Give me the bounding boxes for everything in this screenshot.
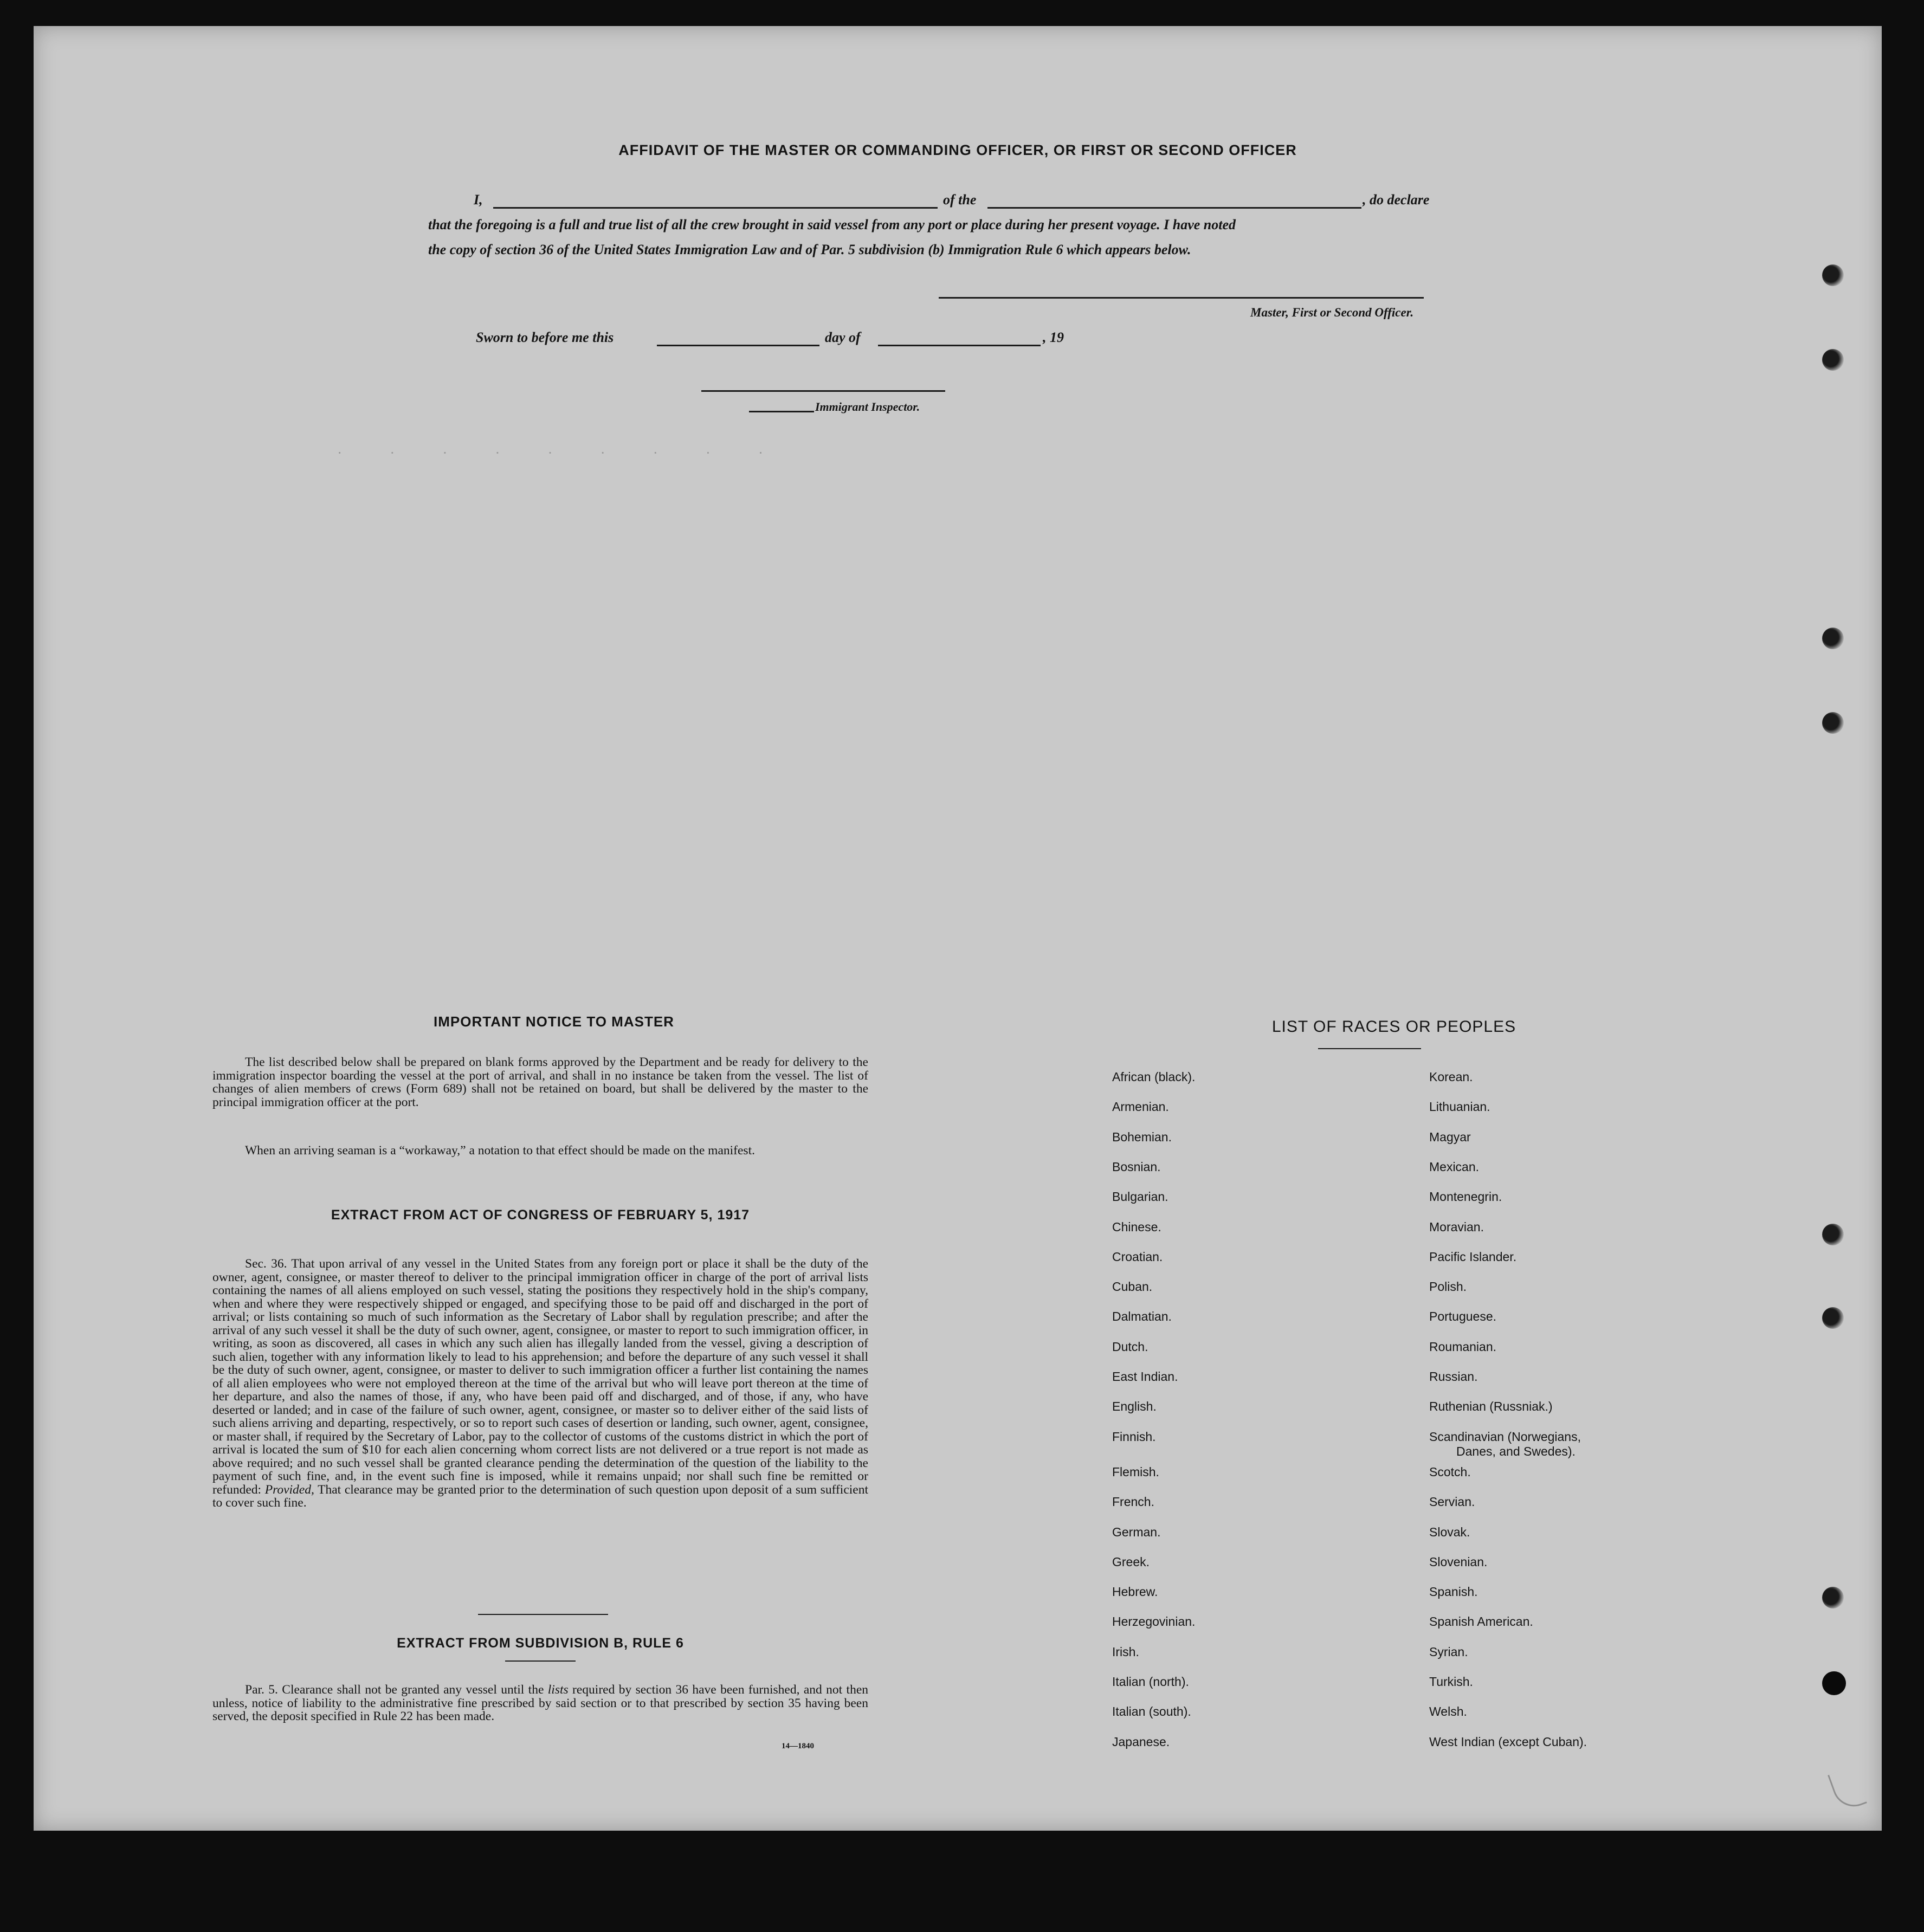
race-item: Hebrew. — [1112, 1585, 1158, 1599]
do-declare-label: , do declare — [1363, 192, 1430, 208]
extract1-heading: EXTRACT FROM ACT OF CONGRESS OF FEBRUARY 5, 1917 — [331, 1207, 750, 1223]
sworn-label: Sworn to before me this — [476, 329, 614, 345]
race-item: Turkish. — [1429, 1675, 1473, 1689]
pencil-mark — [1828, 1766, 1867, 1812]
inspector-signature-line[interactable] — [701, 390, 945, 392]
race-item: East Indian. — [1112, 1369, 1178, 1384]
race-item: Chinese. — [1112, 1219, 1161, 1234]
race-item: Portuguese. — [1429, 1309, 1497, 1324]
notice-paragraph-2 — [212, 1144, 868, 1158]
race-item: Herzegovinian. — [1112, 1614, 1196, 1629]
punch-hole — [1822, 628, 1844, 649]
paragraph-5-lists: lists — [547, 1683, 569, 1697]
notice-heading: IMPORTANT NOTICE TO MASTER — [434, 1013, 674, 1030]
race-item: Polish. — [1429, 1280, 1467, 1294]
vessel-name-field[interactable] — [987, 207, 1361, 209]
form-number: 14—1840 — [782, 1742, 814, 1750]
race-item-continued: Danes, and Swedes). — [1456, 1444, 1576, 1458]
paragraph-5-text — [212, 1683, 868, 1723]
section-36-end: That clearance may be granted prior to the determination of such question upon deposit of a sum sufficient to cover such fine. — [212, 1482, 869, 1510]
race-item: Italian (north). — [1112, 1675, 1189, 1689]
race-item: Irish. — [1112, 1644, 1139, 1659]
punch-hole — [1822, 264, 1844, 286]
race-item: Russian. — [1429, 1369, 1478, 1384]
races-title: LIST OF RACES OR PEOPLES — [1271, 1018, 1516, 1036]
race-item: Dutch. — [1112, 1339, 1148, 1354]
race-item: Armenian. — [1112, 1100, 1169, 1114]
race-item: Spanish American. — [1429, 1614, 1533, 1629]
notice-paragraph-1-text: The list described below shall be prepared on blank forms approved by the Department and be ready for delivery to the immigration inspector boarding the vessel at the port of arrival, and shall in no instance be taken from the vessel. The list of changes of alien members of crews (Form 689) shall not be retained on board, but shall be delivered by the master to the principal immigration officer at the port. — [212, 1055, 868, 1109]
race-item: French. — [1112, 1495, 1154, 1509]
race-item: Dalmatian. — [1112, 1309, 1172, 1324]
extract2-heading: EXTRACT FROM SUBDIVISION B, RULE 6 — [397, 1636, 684, 1651]
notice-paragraph-2-text: When an arriving seaman is a “workaway,” a notation to that effect should be made on the manifest. — [245, 1143, 755, 1158]
punch-hole — [1822, 1587, 1844, 1608]
race-item: West Indian (except Cuban). — [1429, 1734, 1587, 1749]
section-36-provided: Provided, — [264, 1482, 314, 1497]
race-item: Mexican. — [1429, 1159, 1480, 1174]
race-item: Slovak. — [1429, 1524, 1470, 1539]
race-item: English. — [1112, 1399, 1157, 1414]
punch-hole — [1822, 1307, 1844, 1329]
race-item: Roumanian. — [1429, 1339, 1497, 1354]
master-signature-label: Master, First or Second Officer. — [1250, 306, 1414, 319]
punch-hole — [1822, 349, 1844, 371]
race-item: Pacific Islander. — [1429, 1249, 1517, 1264]
affidavit-line-2: that the foregoing is a full and true list of all the crew brought in said vessel from any port or place during her present voyage. I have noted — [428, 217, 1236, 232]
year-label: , 19 — [1043, 329, 1064, 345]
document-page — [34, 26, 1882, 1831]
race-item: Korean. — [1429, 1070, 1473, 1084]
race-item: Welsh. — [1429, 1704, 1467, 1719]
race-item: Italian (south). — [1112, 1704, 1191, 1719]
section-36-text — [212, 1257, 868, 1510]
section-36-body: Sec. 36. That upon arrival of any vessel in the United States from any foreign port or place it shall be the duty of the owner, agent, consignee, or master thereof to deliver to the principal immigration officer in charge of the port of arrival lists containing the names of all aliens employed on such vessel, stating the positions they respectively hold in the ship's company, when and where they were respectively shipped or engaged, and specifying those to be paid off and discharged in the port of arrival; or lists containing so much of such information as the Secretary of Labor shall by regulation prescribe; and after the arrival of any such vessel it shall be the duty of such owner, agent, consignee, or master to report to such immigration officer, in writing, as soon as discovered, all cases in which any such alien has illegally landed from the vessel, giving a description of such alien, together with any information likely to lead to his apprehension; and before the departure of any such vessel it shall be the duty of such owner, agent, consignee, or master to deliver to such immigration officer a further list containing the names of all alien employees who were not employed thereon at the time of the arrival but who will leave port thereon at the time of her departure, and also the names of those, if any, who have been paid off and discharged, and of those, if any, who have deserted or landed; and in case of the failure of such owner, agent, consignee, or master so to deliver either of the said lists of such aliens arriving and departing, respectively, or so to report such cases of desertion or landing, such owner, agent, consignee, or master shall, if required by the Secretary of Labor, pay to the collector of customs of the customs district in which the port of arrival is located the sum of $10 for each alien concerning whom correct lists are not delivered or a true report is not made as above required; and no such vessel shall be granted clearance pending the determination of the question of the liability to the payment of such fine, and, in the event such fine is imposed, while it remains unpaid; nor shall such fine be remitted or refunded: — [212, 1257, 868, 1497]
paragraph-5-end: required by section 36 have been furnished, and not then unless, notice of liability to the administrative fine prescribed by said section or to that prescribed by section 35 having been served, the deposit specified in Rule 22 has been made. — [212, 1683, 868, 1723]
race-item: Magyar — [1429, 1129, 1471, 1144]
race-item: Slovenian. — [1429, 1554, 1488, 1569]
race-item: Spanish. — [1429, 1585, 1478, 1599]
race-item: Japanese. — [1112, 1734, 1170, 1749]
punch-hole — [1822, 1224, 1844, 1245]
race-item: African (black). — [1112, 1070, 1196, 1084]
races-title-rule — [1318, 1048, 1421, 1049]
race-item: Bohemian. — [1112, 1129, 1172, 1144]
race-item: Finnish. — [1112, 1429, 1156, 1444]
punch-hole — [1822, 712, 1844, 734]
race-item: Syrian. — [1429, 1644, 1468, 1659]
inspector-dash — [749, 411, 814, 412]
sworn-day-field[interactable] — [657, 345, 819, 346]
punch-hole — [1822, 1671, 1846, 1695]
race-item: Bulgarian. — [1112, 1190, 1168, 1204]
master-signature-line[interactable] — [939, 297, 1424, 299]
declarant-name-field[interactable] — [493, 207, 938, 209]
extract2-rule-bottom — [505, 1660, 576, 1662]
affidavit-line-3: the copy of section 36 of the United States Immigration Law and of Par. 5 subdivision (b) Immigration Rule 6 which appears below. — [428, 242, 1191, 257]
race-item: Bosnian. — [1112, 1159, 1161, 1174]
sworn-month-field[interactable] — [878, 345, 1041, 346]
extract2-rule-top — [478, 1614, 608, 1615]
paragraph-5-start: Par. 5. Clearance shall not be granted any vessel until the — [245, 1683, 544, 1697]
race-item: Scotch. — [1429, 1464, 1471, 1479]
race-item: Cuban. — [1112, 1280, 1153, 1294]
day-of-label: day of — [825, 329, 861, 345]
race-item: Montenegrin. — [1429, 1190, 1502, 1204]
notice-paragraph-1 — [212, 1056, 868, 1109]
race-item: Croatian. — [1112, 1249, 1163, 1264]
inspector-label: Immigrant Inspector. — [815, 400, 920, 413]
race-item: Greek. — [1112, 1554, 1150, 1569]
race-item: German. — [1112, 1524, 1161, 1539]
race-item: Flemish. — [1112, 1464, 1159, 1479]
of-the-label: of the — [943, 192, 977, 208]
bleed-through-text: · · · · · · · · · — [337, 443, 785, 460]
race-item: Scandinavian (Norwegians, — [1429, 1429, 1581, 1444]
race-item: Servian. — [1429, 1495, 1475, 1509]
race-item: Moravian. — [1429, 1219, 1484, 1234]
race-item: Lithuanian. — [1429, 1100, 1490, 1114]
race-item: Ruthenian (Russniak.) — [1429, 1399, 1553, 1414]
affidavit-title: AFFIDAVIT OF THE MASTER OR COMMANDING OFFICER, OR FIRST OR SECOND OFFICER — [618, 142, 1297, 158]
declarant-label: I, — [474, 192, 483, 208]
